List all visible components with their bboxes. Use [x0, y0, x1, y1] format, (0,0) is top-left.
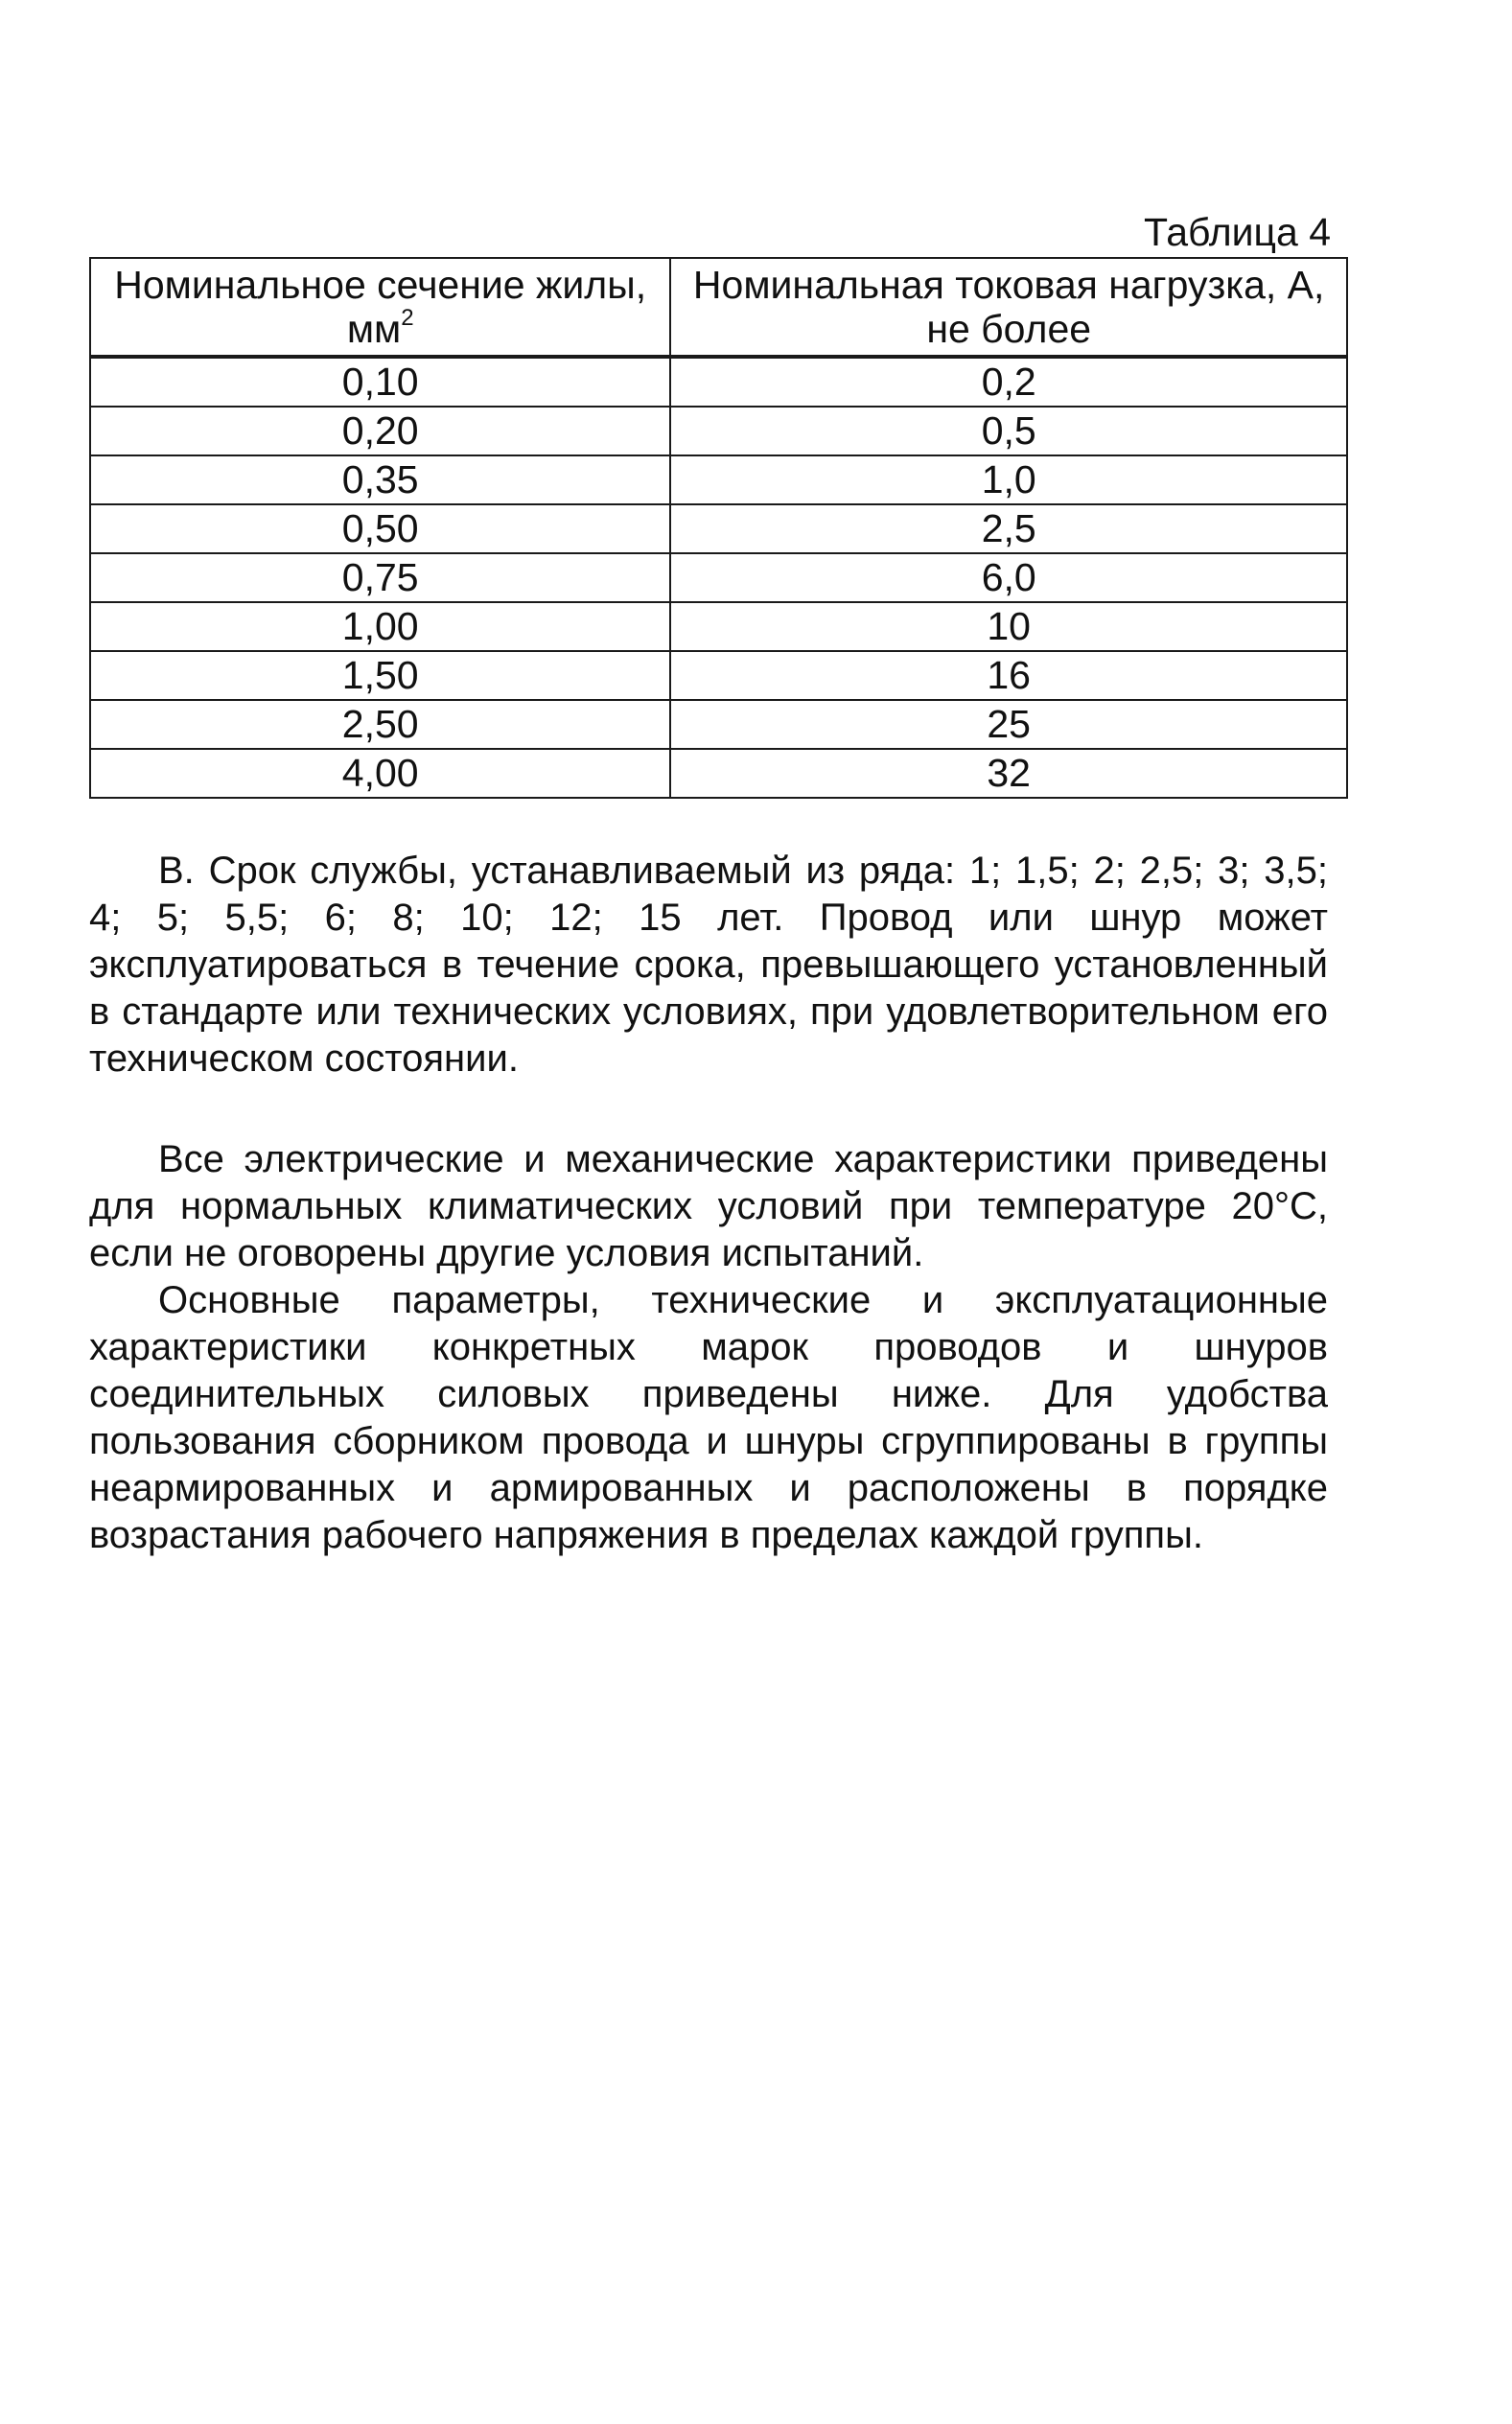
table-row	[90, 602, 1347, 651]
cross-section-cell: 0,50	[90, 504, 670, 553]
current-load-cell: 1,0	[670, 455, 1347, 504]
service-life-section	[89, 848, 1328, 1083]
table-row	[90, 357, 1347, 407]
table-row	[90, 700, 1347, 749]
current-load-cell: 32	[670, 749, 1347, 798]
table-row	[90, 407, 1347, 455]
test-conditions-paragraph: Все электрические и механические характеристики приведены для нормальных климатических условий при температуре 20°С, если не оговорены другие условия испытаний.	[89, 1138, 1328, 1274]
table-header-row	[90, 258, 1347, 357]
header-current-load-qualifier: не более	[926, 307, 1092, 351]
cross-section-cell: 0,20	[90, 407, 670, 455]
header-cross-section-label: Номинальное сечение жилы,	[114, 263, 647, 307]
current-load-cell: 0,5	[670, 407, 1347, 455]
header-current-load	[670, 258, 1347, 357]
cross-section-cell: 0,35	[90, 455, 670, 504]
current-load-cell: 16	[670, 651, 1347, 700]
cross-section-cell: 1,00	[90, 602, 670, 651]
header-cross-section-unit: мм	[346, 307, 402, 351]
table-row	[90, 651, 1347, 700]
characteristics-section	[89, 1136, 1328, 1559]
table-row	[90, 749, 1347, 798]
header-cross-section-unit-line	[91, 307, 669, 351]
table-caption: Таблица 4	[1144, 210, 1331, 254]
current-load-cell: 10	[670, 602, 1347, 651]
parameters-paragraph: Основные параметры, технические и эксплуатационные характеристики конкретных марок проводов и шнуров соединительных силовых приведены ниже. Для удобства пользования сборником провода и шнуры сгруппированы в группы неармированных и армированных и расположены в порядке возрастания рабочего напряжения в пределах каждой группы.	[89, 1279, 1328, 1556]
header-cross-section	[90, 258, 670, 357]
current-load-cell: 0,2	[670, 357, 1347, 407]
table-row	[90, 553, 1347, 602]
current-load-cell: 2,5	[670, 504, 1347, 553]
table-row	[90, 504, 1347, 553]
table-row	[90, 455, 1347, 504]
cross-section-cell: 1,50	[90, 651, 670, 700]
cross-section-current-table	[89, 257, 1348, 799]
header-unit-superscript: 2	[401, 305, 414, 331]
cross-section-cell: 4,00	[90, 749, 670, 798]
header-current-load-label: Номинальная токовая нагрузка, А,	[692, 263, 1325, 307]
cross-section-cell: 0,10	[90, 357, 670, 407]
cross-section-cell: 0,75	[90, 553, 670, 602]
service-life-paragraph: В. Срок службы, устанавливаемый из ряда: 1; 1,5; 2; 2,5; 3; 3,5; 4; 5; 5,5; 6; 8; 10; 12; 15 лет. Провод или шнур может эксплуатироваться в течение срока, превышающего установленный в стандарте или технических условиях, при удовлетворительном его техническом состоянии.	[89, 850, 1328, 1080]
cross-section-cell: 2,50	[90, 700, 670, 749]
current-load-cell: 25	[670, 700, 1347, 749]
current-load-cell: 6,0	[670, 553, 1347, 602]
